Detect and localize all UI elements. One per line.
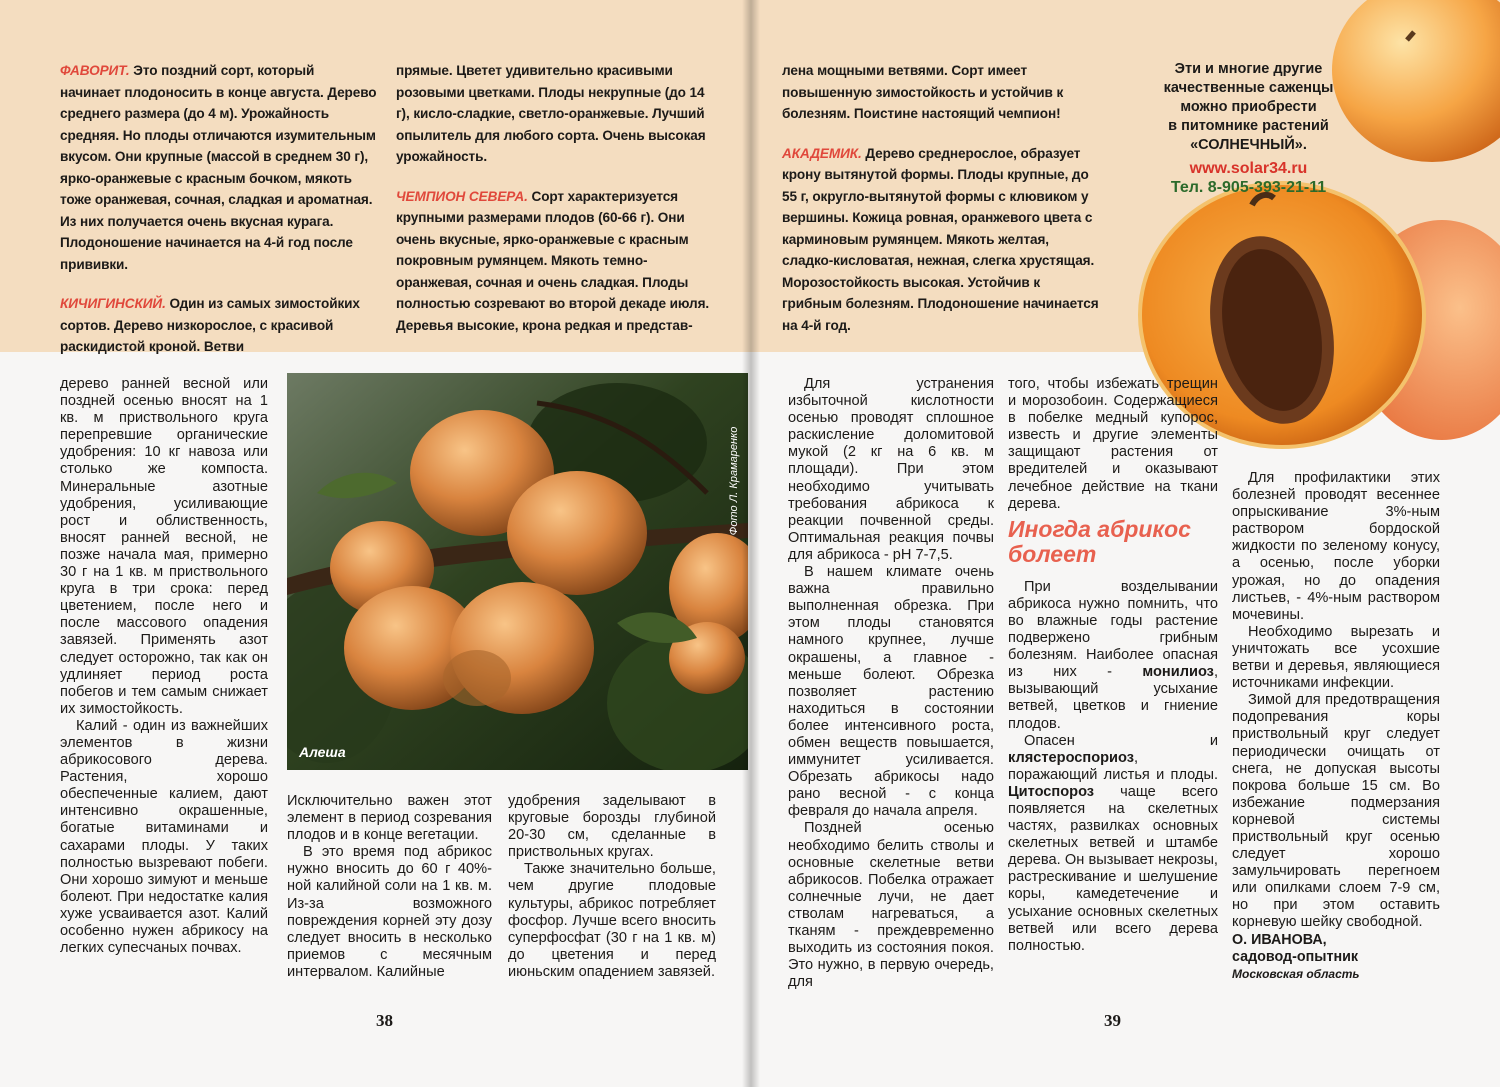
paragraph: Необходимо вырезать и уничтожать все усохшие ветви и деревья, являющиеся источниками инфекции. bbox=[1232, 623, 1440, 692]
section-heading-line: Иногда абрикос bbox=[1008, 515, 1191, 542]
photo-caption: Алеша bbox=[299, 744, 346, 760]
variety-favorit bbox=[60, 60, 378, 275]
body-column-3 bbox=[508, 793, 716, 981]
body-column-1 bbox=[60, 376, 268, 957]
paragraph bbox=[1008, 579, 1218, 733]
binding-gutter bbox=[742, 0, 760, 1087]
page-number: 38 bbox=[376, 1011, 393, 1030]
body-column-5 bbox=[1008, 376, 1218, 955]
variety-name: АКАДЕМИК. bbox=[782, 145, 862, 161]
body-column-4 bbox=[788, 376, 994, 991]
nursery-phone: Тел. 8-905-393-21-11 bbox=[1170, 179, 1327, 196]
paragraph: того, чтобы избежать трещин и морозобоин. Содержащиеся в побелке медный купорос, известь и другие элементы защищают растения от вредителей и оказывают лечебное действие на ткани дерева. bbox=[1008, 376, 1218, 512]
nursery-advert bbox=[1136, 60, 1361, 197]
variety-kichiginsky bbox=[60, 293, 378, 358]
paragraph: Калий - один из важнейших элементов в жизни абрикосового дерева. Растения, хорошо обеспеченные калием, дают интенсивно окрашенные, богатые витаминами и сахарами плоды. У таких полностью вызревают побеги. Они хорошо зимуют и меньше болеют. При недостатке калия хуже усваивается азот. Калий особенно нужен абрикосу на легких супесчаных почвах. bbox=[60, 717, 268, 957]
variety-column-3 bbox=[782, 60, 1100, 354]
photo-credit bbox=[726, 381, 742, 581]
author-role: садовод-опытник bbox=[1232, 948, 1359, 965]
paragraph: Для устранения избыточной кислотности осенью проводят сплошное раскисление доломитовой мукой (2 кг на 6 кв. м площади). При этом необходимо учитывать требования абрикоса к реакции почвенной среды. Оптимальная реакция почвы для абрикоса - pH 7-7,5. bbox=[788, 376, 994, 563]
section-heading-line: болеет bbox=[1008, 540, 1097, 567]
photo-credit-text: Фото Л. Крамаренко bbox=[728, 426, 740, 536]
author-signature bbox=[1232, 932, 1440, 983]
section-heading bbox=[1008, 517, 1218, 567]
page-39 bbox=[752, 0, 1500, 1087]
text-run: , поражающий листья и плоды. bbox=[1008, 749, 1218, 783]
disease-term: монилиоз bbox=[1142, 664, 1214, 681]
advert-line: качественные саженцы bbox=[1163, 80, 1334, 96]
apricot-photo bbox=[287, 373, 748, 770]
variety-name: ФАВОРИТ. bbox=[60, 63, 130, 78]
variety-chempion-severa bbox=[396, 186, 714, 337]
variety-continuation bbox=[782, 60, 1100, 125]
nursery-url: www.solar34.ru bbox=[1189, 160, 1308, 177]
paragraph: Поздней осенью необходимо белить стволы и основные скелетные ветви абрикосов. Побелка отражает солнечные лучи, не дает стволам нагреваться, а тканям - преждевременно выходить из состояния покоя. Это нужно, в первую очередь, для bbox=[788, 820, 994, 991]
paragraph: Зимой для предотвращения подопревания коры приствольный круг следует периодически очищать от снега, не допуская высоты покрова больше 15 см. Во избежание подмерзания корневой системы приствольный круг осенью следует хорошо замульчировать перегноем или опилками слоем 7-9 см, но при этом оставить корневую шейку свободной. bbox=[1232, 692, 1440, 931]
text-run: Опасен и bbox=[1024, 732, 1218, 749]
paragraph: Исключительно важен этот элемент в период созревания плодов и в конце вегетации. bbox=[287, 793, 492, 844]
paragraph: В нашем климате очень важна правильно выполненная обрезка. При этом плоды становятся намного крупнее, лучше окрашены, а главное - меньше болеют. Обрезка позволяет растению находиться в состоянии более интенсивного роста, обмен веществ повышается, иммунитет усиливается. Обрезать абрикосы надо рано весной - с конца февраля до начала апреля. bbox=[788, 564, 994, 820]
variety-name: КИЧИГИНСКИЙ. bbox=[60, 296, 166, 311]
author-region: Московская область bbox=[1232, 966, 1360, 981]
variety-column-2 bbox=[396, 60, 714, 354]
disease-term: Цитоспороз bbox=[1008, 783, 1095, 800]
advert-line: Эти и многие другие bbox=[1174, 61, 1323, 77]
apricot-photo-image bbox=[287, 373, 748, 770]
paragraph: Также значительно больше, чем другие плодовые культуры, абрикос потребляет фосфор. Лучше всего вносить суперфосфат (30 г на 1 кв. м) до цветения и перед июньским опадением завязей. bbox=[508, 861, 716, 980]
variety-text: прямые. Цветет удивительно красивыми розовыми цветками. Плоды некрупные (до 14 г), кисло-сладкие, светло-оранжевые. Лучший опылитель для любого сорта. Очень высокая урожайность. bbox=[396, 63, 706, 164]
text-run: При возделывании абрикоса нужно помнить, что во влажные годы растение подвержено грибным болезням. Наиболее опасная из них - bbox=[1008, 578, 1218, 681]
paragraph: Для профилактики этих болезней проводят весеннее опрыскивание 3%-ным раствором бордоской жидкости по зеленому конусу, а осенью, после уборки урожая, но до опадения листьев, - 4%-ным раствором мочевины. bbox=[1232, 470, 1440, 623]
variety-continuation bbox=[396, 60, 714, 168]
variety-text: Один из самых зимостойких сортов. Дерево низкорослое, с красивой раскидистой кроной. Ветви bbox=[60, 296, 360, 354]
paragraph bbox=[1008, 733, 1218, 955]
advert-line: можно приобрести bbox=[1180, 99, 1317, 115]
body-column-2 bbox=[287, 793, 492, 981]
text-run: чаще всего появляется на скелетных частях, развилках основных скелетных ветвей и штамбе дерева. Он вызывает некрозы, растрескивание и шелушение коры, камедетечение и усыхание основных скелетных ветвей или всего дерева полностью. bbox=[1008, 783, 1218, 954]
advert-line: «СОЛНЕЧНЫЙ». bbox=[1190, 137, 1307, 153]
body-column-6 bbox=[1232, 470, 1440, 983]
paragraph: дерево ранней весной или поздней осенью вносят на 1 кв. м приствольного круга перепревшие органические удобрения: 10 кг навоза или столько же компоста. Минеральные азотные удобрения, усиливающие рост и облиственность, вносят ранней весной, не позже начала мая, примерно 30 г на 1 кв. м приствольного круга в три срока: перед цветением, после него и после массового опадения завязей. Применять азот следует осторожно, так как он удлиняет период роста побегов и тем самым снижает их зимостойкость. bbox=[60, 376, 268, 717]
page-number: 39 bbox=[1104, 1011, 1121, 1030]
author-name: О. ИВАНОВА, bbox=[1232, 931, 1327, 948]
variety-name: ЧЕМПИОН СЕВЕРА. bbox=[396, 188, 528, 204]
variety-text: Сорт характеризуется крупными размерами плодов (60-66 г). Они очень вкусные, ярко-оранжевые с красным покровным румянцем. Мякоть темно-оранжевая, сочная и очень сладкая. Плоды полностью созревают во второй декаде июля. Деревья высокие, крона редкая и представ- bbox=[396, 188, 710, 333]
variety-column-1 bbox=[60, 60, 378, 376]
disease-term: клястероспориоз bbox=[1008, 749, 1134, 766]
paragraph: удобрения заделывают в круговые борозды глубиной 20-30 см, сделанные в приствольных кругах. bbox=[508, 793, 716, 861]
advert-line: в питомнике растений bbox=[1168, 118, 1329, 134]
variety-text: Дерево среднерослое, образует крону вытянутой формы. Плоды крупные, до 55 г, округло-вытянутой формы с клювиком у вершины. Кожица ровная, оранжевого цвета с карминовым румянцем. Мякоть желтая, сладко-кисловатая, нежная, слегка хрустящая. Морозостойкость высокая. Устойчив к грибным болезням. Плодоношение начинается на 4-й год. bbox=[782, 145, 1099, 333]
variety-text: Это поздний сорт, который начинает плодоносить в конце августа. Дерево среднего размера (до 4 м). Урожайность средняя. Но плоды отличаются изумительным вкусом. Они крупные (массой в среднем 30 г), ярко-оранжевые с красным бочком, мякоть тоже оранжевая, сочная, сладкая и ароматная. Из них получается очень вкусная курага. Плодоношение начинается на 4-й год после прививки. bbox=[60, 63, 377, 272]
paragraph: В это время под абрикос нужно вносить до 60 г 40%-ной калийной соли на 1 кв. м. Из-за возможного повреждения корней эту дозу следует вносить в несколько приемов с месячным интервалом. Калийные bbox=[287, 844, 492, 980]
variety-akademik bbox=[782, 143, 1100, 337]
variety-text: лена мощными ветвями. Сорт имеет повышенную зимостойкость и устойчив к болезням. Поистине настоящий чемпион! bbox=[782, 63, 1064, 121]
text-run: , вызывающий усыхание ветвей, цветков и гниение плодов. bbox=[1008, 664, 1218, 732]
